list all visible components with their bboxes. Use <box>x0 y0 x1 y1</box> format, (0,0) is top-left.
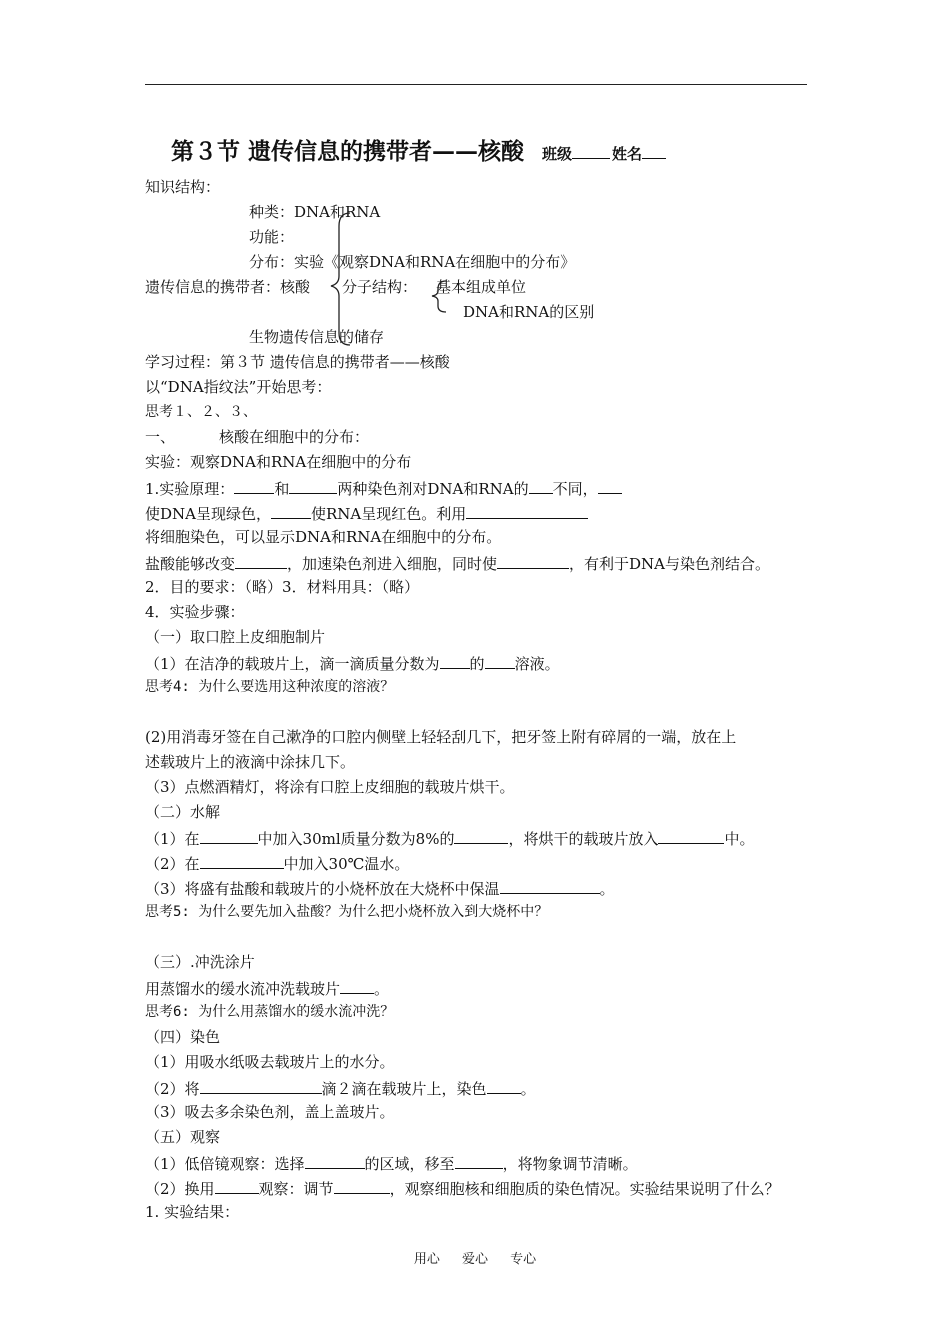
blank-7[interactable] <box>235 552 287 569</box>
blank-3[interactable] <box>529 477 553 494</box>
blank-16[interactable] <box>340 977 374 994</box>
structure-unit: 基本组成单位 <box>436 278 527 296</box>
structure-molecule: 分子结构： <box>342 278 418 296</box>
result-heading: 1. 实验结果： <box>145 1203 240 1221</box>
blank-10[interactable] <box>485 652 515 669</box>
blank-15[interactable] <box>500 877 600 894</box>
section-one-num: 一、 <box>145 428 176 446</box>
structure-root: 遗传信息的携带者：核酸 <box>145 278 311 296</box>
blank-6[interactable] <box>466 502 588 519</box>
steps-heading: 4．实验步骤： <box>145 603 245 621</box>
blank-8[interactable] <box>497 552 569 569</box>
blank-9[interactable] <box>440 652 470 669</box>
step-1-3: （3）点燃酒精灯，将涂有口腔上皮细胞的载玻片烘干。 <box>145 778 515 796</box>
structure-function: 功能： <box>249 228 295 246</box>
step-5-heading: （五）观察 <box>145 1128 221 1146</box>
step-2-3: （3）将盛有盐酸和载玻片的小烧杯放在大烧杯中保温 。 <box>145 877 615 899</box>
page-footer: 用心 爱心 专心 <box>413 1252 537 1267</box>
blank-12[interactable] <box>454 827 508 844</box>
think-6: 思考6: 为什么用蒸馏水的缓水流冲洗？ <box>145 1004 395 1020</box>
principle-line: 1.实验原理： 和 两种染色剂对DNA和RNA的 不同， <box>145 477 622 499</box>
blank-2[interactable] <box>289 477 337 494</box>
principle-line-2: 使DNA呈现绿色， 使RNA呈现红色。利用 <box>145 502 588 524</box>
structure-brace <box>0 0 950 400</box>
structure-storage: 生物遗传信息的储存 <box>249 328 385 346</box>
blank-11[interactable] <box>200 827 258 844</box>
structure-heading: 知识结构： <box>145 178 221 196</box>
structure-difference: DNA和RNA的区别 <box>463 303 595 321</box>
blank-19[interactable] <box>305 1152 365 1169</box>
step-3-heading: （三）.冲洗涂片 <box>145 953 255 971</box>
section-one-text: 核酸在细胞中的分布： <box>219 428 370 446</box>
step-4-3: （3）吸去多余染色剂，盖上盖玻片。 <box>145 1103 395 1121</box>
step-1-1: （1）在洁净的载玻片上，滴一滴质量分数为 的 溶液。 <box>145 652 560 674</box>
blank-14[interactable] <box>200 852 284 869</box>
step-2-heading: （二）水解 <box>145 803 221 821</box>
think-4: 思考4: 为什么要选用这种浓度的溶液？ <box>145 679 395 695</box>
blank-18[interactable] <box>487 1077 521 1094</box>
process-title: 学习过程：第３节 遗传信息的携带者——核酸 <box>145 353 450 371</box>
step-3-1: 用蒸馏水的缓水流冲洗载玻片 。 <box>145 977 389 999</box>
step-4-heading: （四）染色 <box>145 1028 221 1046</box>
structure-kind: 种类：DNA和RNA <box>249 203 381 221</box>
step-1-heading: （一）取口腔上皮细胞制片 <box>145 628 326 646</box>
class-label: 班级 <box>542 145 573 163</box>
aims-materials: 2．目的要求：（略）3．材料用具：（略） <box>145 578 420 596</box>
blank-4[interactable] <box>598 477 622 494</box>
step-1-2a: (2)用消毒牙签在自己漱净的口腔内侧壁上轻轻刮几下，把牙签上附有碎屑的一端，放在上 <box>145 728 737 746</box>
blank-1[interactable] <box>234 477 274 494</box>
step-4-2: （2）将 滴２滴在载玻片上，染色 。 <box>145 1077 536 1099</box>
structure-distribution: 分布：实验《观察DNA和RNA在细胞中的分布》 <box>249 253 576 271</box>
think-5: 思考5: 为什么要先加入盐酸？为什么把小烧杯放入到大烧杯中？ <box>145 904 549 920</box>
step-5-2: （2）换用 观察：调节 ，观察细胞核和细胞质的染色情况。实验结果说明了什么？ <box>145 1177 780 1199</box>
experiment-title: 实验：观察DNA和RNA在细胞中的分布 <box>145 453 412 471</box>
blank-17[interactable] <box>200 1077 322 1094</box>
blank-21[interactable] <box>215 1177 259 1194</box>
principle-line-3: 将细胞染色，可以显示DNA和RNA在细胞中的分布。 <box>145 528 502 546</box>
step-2-1: （1）在 中加入30ml质量分数为8%的 ，将烘干的载玻片放入 中。 <box>145 827 754 849</box>
step-2-2: （2）在 中加入30℃温水。 <box>145 852 409 874</box>
section-one <box>145 427 369 447</box>
blank-20[interactable] <box>455 1152 503 1169</box>
name-label: 姓名 <box>612 145 643 163</box>
title-main: 第３节 遗传信息的携带者——核酸 <box>171 138 525 165</box>
think-1-3: 思考１、２、３、 <box>145 404 257 420</box>
blank-5[interactable] <box>271 502 311 519</box>
step-5-1: （1）低倍镜观察：选择 的区域，移至 ，将物象调节清晰。 <box>145 1152 638 1174</box>
step-1-2b: 述载玻片上的液滴中涂抹几下。 <box>145 753 356 771</box>
hcl-line: 盐酸能够改变 ，加速染色剂进入细胞，同时使 ，有利于DNA与染色剂结合。 <box>145 552 770 574</box>
step-4-1: （1）用吸水纸吸去载玻片上的水分。 <box>145 1053 395 1071</box>
blank-22[interactable] <box>334 1177 390 1194</box>
dna-intro: 以“DNA指纹法”开始思考： <box>145 378 332 396</box>
blank-13[interactable] <box>658 827 724 844</box>
